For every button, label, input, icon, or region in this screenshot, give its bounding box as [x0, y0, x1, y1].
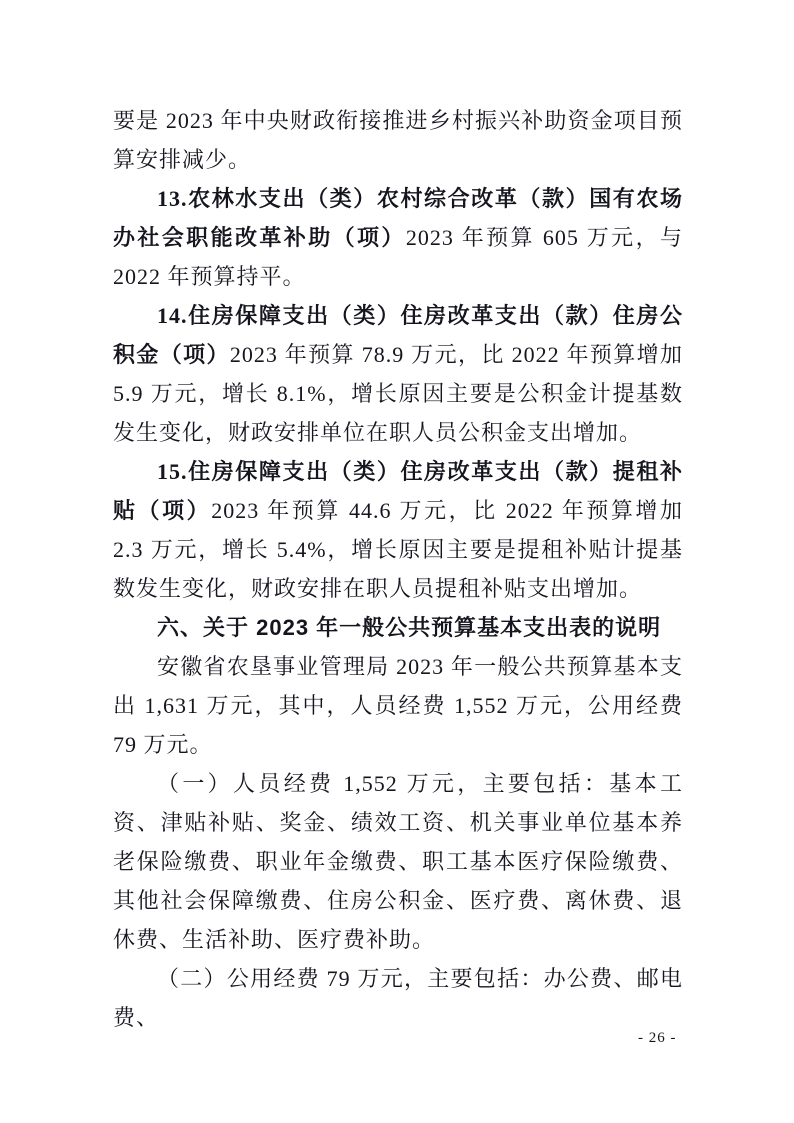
paragraph-section-six-intro: 安徽省农垦事业管理局 2023 年一般公共预算基本支出 1,631 万元，其中，人员经费 1,552 万元，公用经费 79 万元。: [113, 654, 683, 757]
item-15-body: 2023 年预算 44.6 万元，比 2022 年预算增加 2.3 万元，增长 5.4%，增长原因主要是提租补贴计提基数发生变化，财政安排在职人员提租补贴支出增加。: [113, 498, 683, 601]
section-heading-six: 六、关于 2023 年一般公共预算基本支出表的说明: [157, 615, 662, 640]
item-15-lead: 15.住房保障支出（类）住房改革支出（款）提租补贴（项）: [113, 459, 683, 523]
paragraph-personnel-expense: （一）人员经费 1,552 万元，主要包括：基本工资、津贴补贴、奖金、绩效工资、机关事业单位基本养老保险缴费、职业年金缴费、职工基本医疗保险缴费、其他社会保障缴费、住房公积金、医疗费、离休费、退休费、生活补助、医疗费补助。: [113, 771, 683, 952]
paragraph-item-15: [113, 452, 683, 608]
paragraph-public-expense: （二）公用经费 79 万元，主要包括：办公费、邮电费、: [113, 966, 683, 1030]
page-number: - 26 -: [638, 1030, 677, 1046]
item-14-body: 2023 年预算 78.9 万元，比 2022 年预算增加 5.9 万元，增长 8.1%，增长原因主要是公积金计提基数发生变化，财政安排单位在职人员公积金支出增加。: [113, 342, 683, 445]
page-body: [113, 101, 683, 1037]
item-13-lead: 13.农林水支出（类）农村综合改革（款）国有农场办社会职能改革补助（项）: [113, 186, 683, 250]
paragraph-item-13: [113, 179, 683, 296]
paragraph-continuation: 要是 2023 年中央财政衔接推进乡村振兴补助资金项目预算安排减少。: [113, 108, 683, 172]
item-14-lead: 14.住房保障支出（类）住房改革支出（款）住房公积金（项）: [113, 303, 683, 367]
paragraph-item-14: [113, 296, 683, 452]
item-13-body: 2023 年预算 605 万元，与 2022 年预算持平。: [113, 225, 683, 289]
